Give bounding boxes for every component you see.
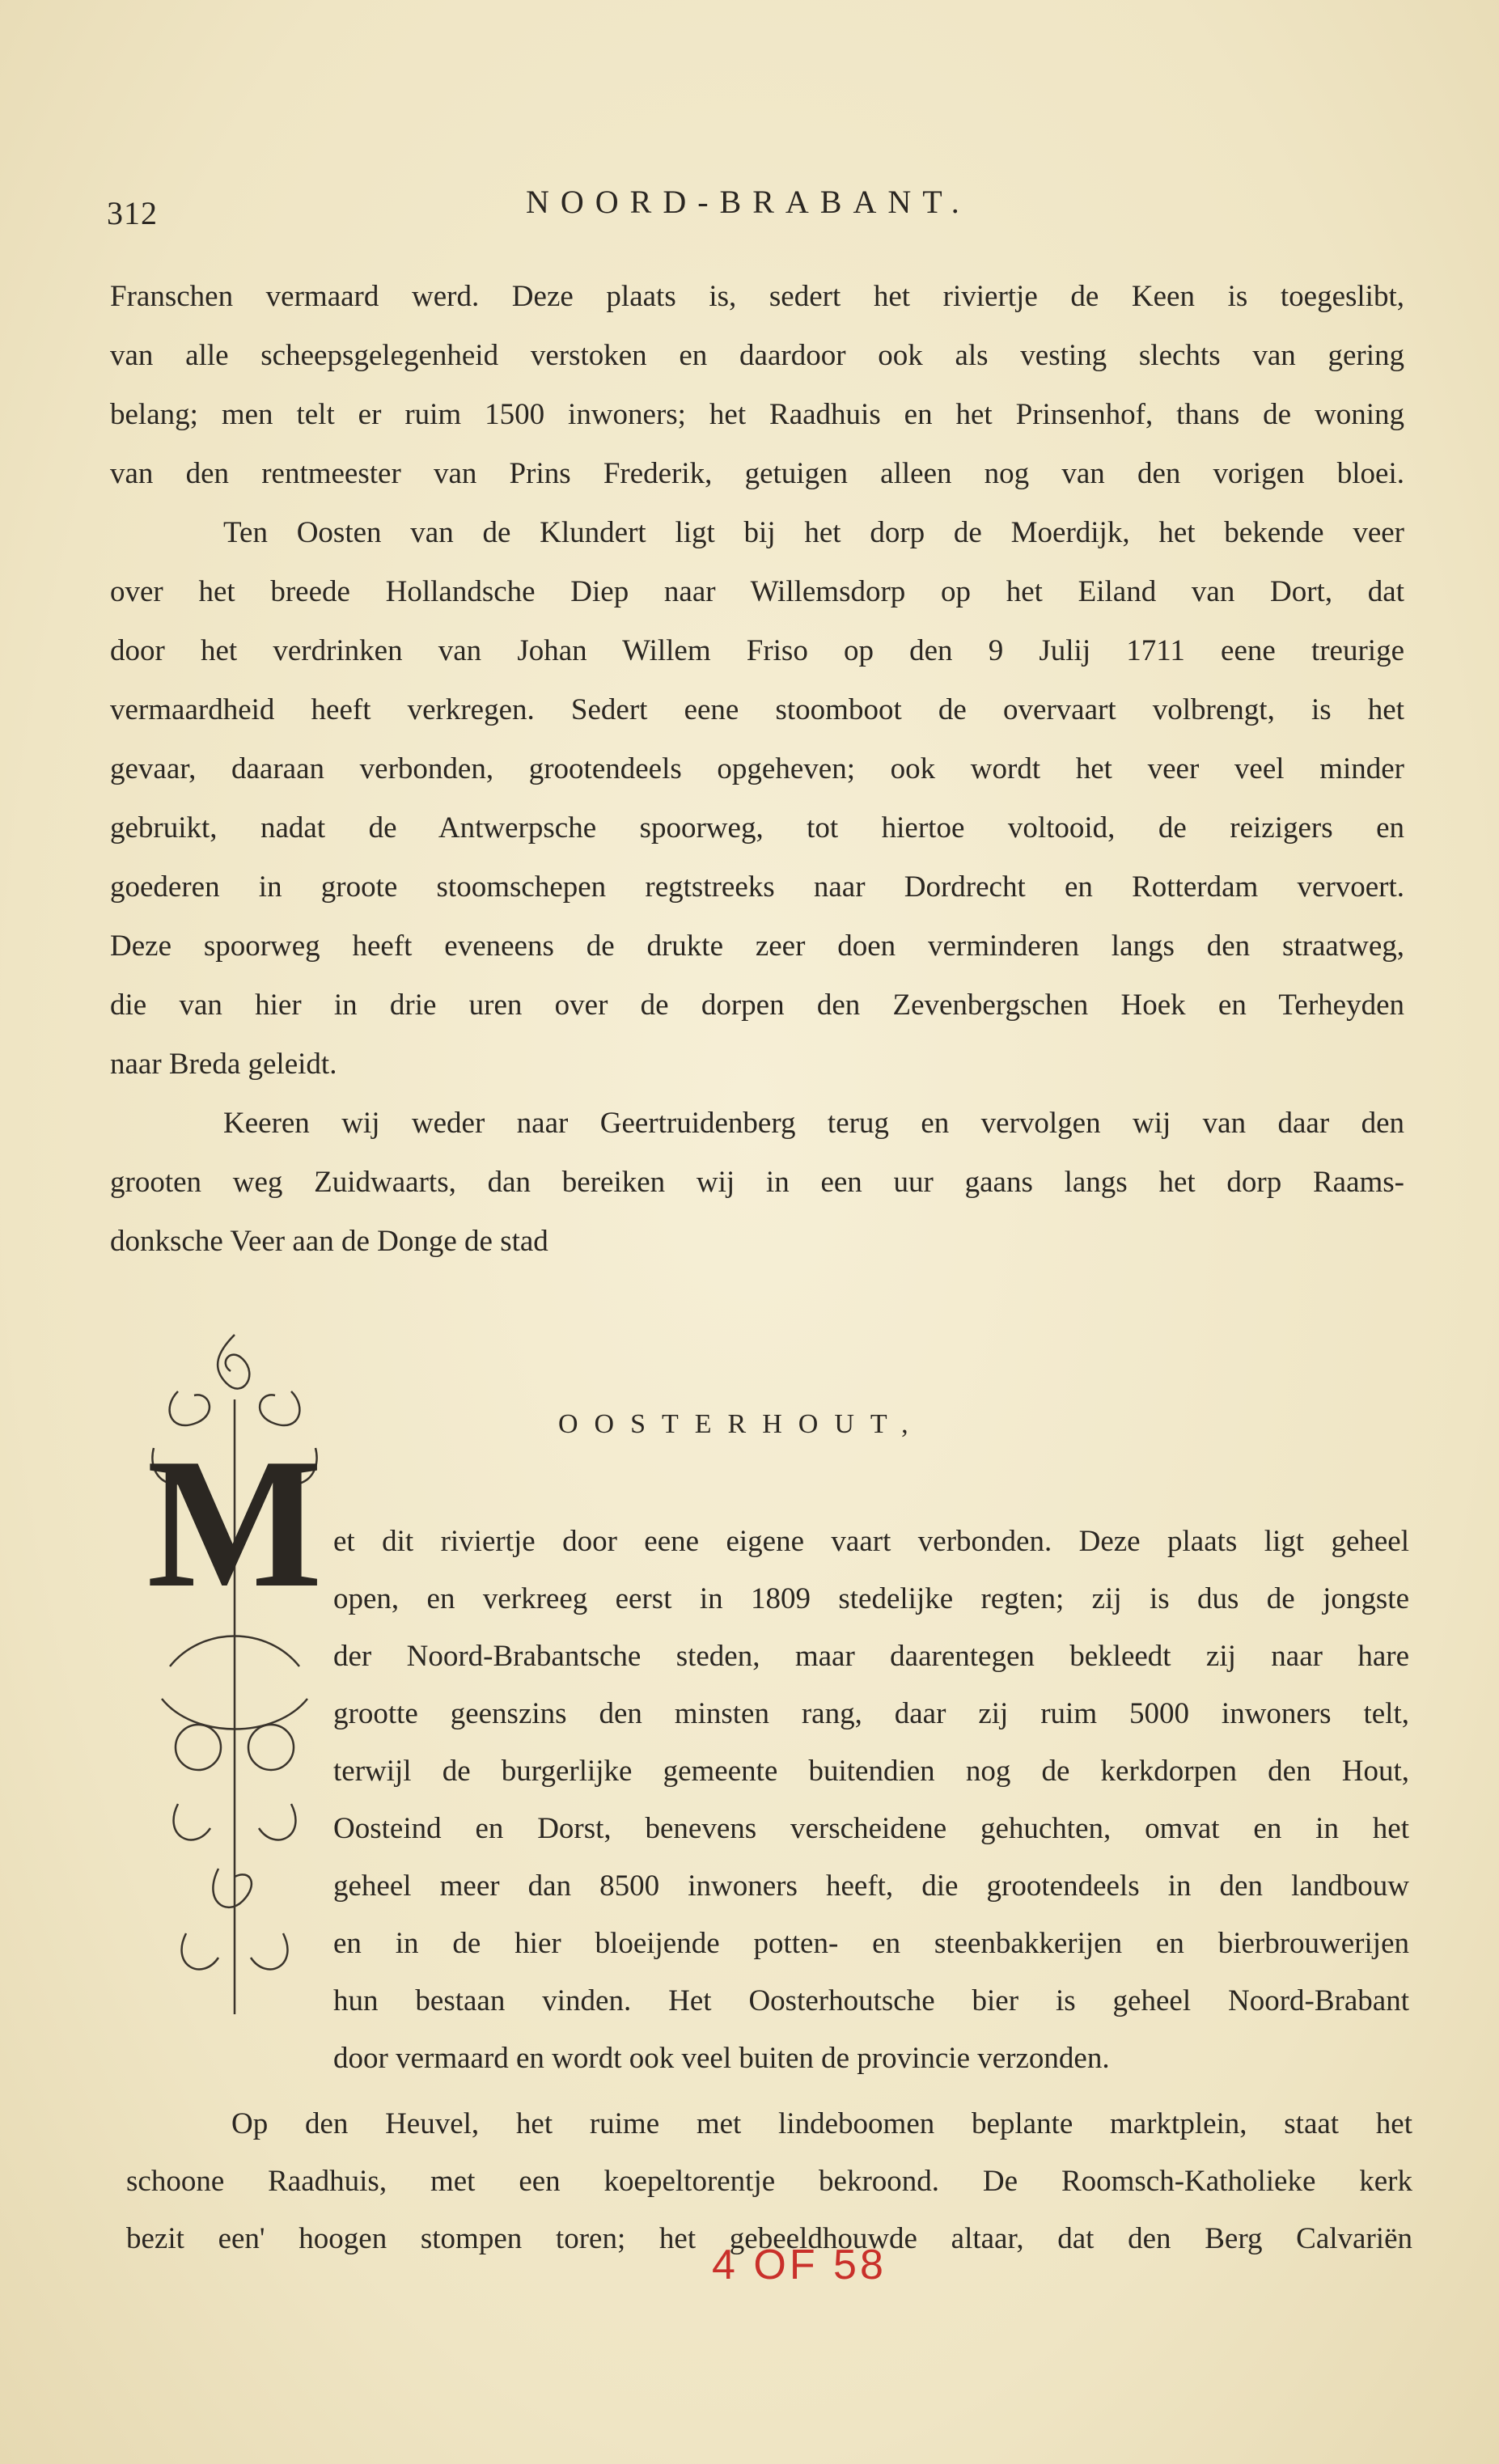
text-line: open, en verkreeg eerst in 1809 stedelijke regten; zij is dus de jongste: [333, 1582, 1409, 1615]
text-line: belang; men telt er ruim 1500 inwoners; het Raadhuis en het Prinsenhof, thans de woning: [110, 398, 1404, 431]
text-line: naar Breda geleidt.: [110, 1048, 337, 1081]
text-line: gebruikt, nadat de Antwerpsche spoorweg, tot hiertoe voltooid, de reizigers en: [110, 811, 1404, 845]
text-line: en in de hier bloeijende potten- en steenbakkerijen en bierbrouwerijen: [333, 1927, 1409, 1960]
text-line: grooten weg Zuidwaarts, dan bereiken wij in een uur gaans langs het dorp Raams-: [110, 1166, 1404, 1199]
text-line: Franschen vermaard werd. Deze plaats is, sedert het riviertje de Keen is toegeslibt,: [110, 280, 1404, 313]
text-line: geheel meer dan 8500 inwoners heeft, die grootendeels in den landbouw: [333, 1869, 1409, 1903]
text-line: grootte geenszins den minsten rang, daar zij ruim 5000 inwoners telt,: [333, 1697, 1409, 1730]
running-head: NOORD-BRABANT.: [526, 184, 971, 220]
text-line: vermaardheid heeft verkregen. Sedert eene stoomboot de overvaart volbrengt, is het: [110, 693, 1404, 726]
text-line: gevaar, daaraan verbonden, grootendeels opgeheven; ook wordt het veer veel minder: [110, 752, 1404, 785]
text-line: door vermaard en wordt ook veel buiten de provincie verzonden.: [333, 2042, 1110, 2075]
text-line: Ten Oosten van de Klundert ligt bij het dorp de Moerdijk, het bekende veer: [223, 516, 1404, 549]
text-line: Keeren wij weder naar Geertruidenberg terug en vervolgen wij van daar den: [223, 1107, 1404, 1140]
text-line: et dit riviertje door eene eigene vaart verbonden. Deze plaats ligt geheel: [333, 1525, 1409, 1558]
section-title: OOSTERHOUT,: [558, 1409, 925, 1439]
page-number: 312: [107, 195, 158, 231]
initial-letter: M: [146, 1420, 323, 1626]
text-line: van den rentmeester van Prins Frederik, getuigen alleen nog van den vorigen bloei.: [110, 457, 1404, 490]
library-stamp: 4 OF 58: [712, 2242, 887, 2288]
text-line: van alle scheepsgelegenheid verstoken en daardoor ook als vesting slechts van gering: [110, 339, 1404, 372]
text-line: Oosteind en Dorst, benevens verscheidene gehuchten, omvat en in het: [333, 1812, 1409, 1845]
text-line: hun bestaan vinden. Het Oosterhoutsche bier is geheel Noord-Brabant: [333, 1984, 1409, 2017]
body-text-oosterhout: [333, 1513, 1409, 2087]
text-line: door het verdrinken van Johan Willem Friso op den 9 Julij 1711 eene treurige: [110, 634, 1404, 667]
text-line: terwijl de burgerlijke gemeente buitendien nog de kerkdorpen den Hout,: [333, 1755, 1409, 1788]
text-line: schoone Raadhuis, met een koepeltorentje bekroond. De Roomsch-Katholieke kerk: [126, 2165, 1412, 2198]
body-text-top: [110, 267, 1404, 1271]
text-line: die van hier in drie uren over de dorpen den Zevenbergschen Hoek en Terheyden: [110, 989, 1404, 1022]
decorated-initial-m: [129, 1319, 340, 2047]
text-line: Op den Heuvel, het ruime met lindeboomen beplante marktplein, staat het: [231, 2107, 1412, 2140]
text-line: goederen in groote stoomschepen regtstreeks naar Dordrecht en Rotterdam vervoert.: [110, 870, 1404, 904]
text-line: over het breede Hollandsche Diep naar Willemsdorp op het Eiland van Dort, dat: [110, 575, 1404, 608]
text-line: Deze spoorweg heeft eveneens de drukte zeer doen verminderen langs den straatweg,: [110, 929, 1404, 963]
text-line: der Noord-Brabantsche steden, maar daarentegen bekleedt zij naar hare: [333, 1640, 1409, 1673]
text-line: donksche Veer aan de Donge de stad: [110, 1225, 548, 1258]
text-line: bezit een' hoogen stompen toren; het gebeeldhouwde altaar, dat den Berg Calvariën: [126, 2222, 1412, 2255]
